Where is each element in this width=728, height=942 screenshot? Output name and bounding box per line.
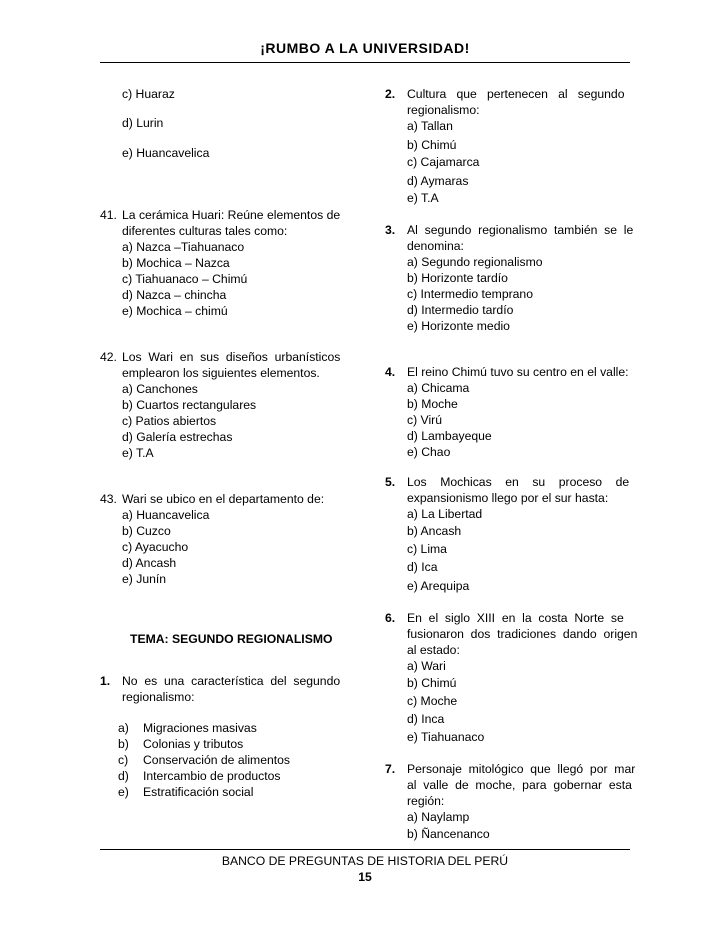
question-text: El reino Chimú tuvo su centro en el valle: xyxy=(407,365,629,379)
page-header-title: ¡RUMBO A LA UNIVERSIDAD! xyxy=(260,40,470,56)
answer-option: a) Chicama xyxy=(407,381,470,395)
answer-option: a) Canchones xyxy=(122,382,198,396)
answer-option: Migraciones masivas xyxy=(143,721,257,735)
answer-option: a) Segundo regionalismo xyxy=(407,255,543,269)
question-text: regionalismo: xyxy=(407,103,480,117)
question-text: diferentes culturas tales como: xyxy=(122,224,288,238)
answer-option: e) Chao xyxy=(407,445,451,459)
question-text: Los Wari en sus diseños urbanísticos xyxy=(122,350,341,364)
answer-option: d) Inca xyxy=(407,712,445,726)
answer-option: a) Nazca –Tiahuanaco xyxy=(122,240,245,254)
answer-option: d) Galería estrechas xyxy=(122,430,233,444)
question-text: al estado: xyxy=(407,643,460,657)
option-letter: c) xyxy=(118,753,129,767)
question-text: No es una característica del segundo xyxy=(122,674,341,688)
answer-option: d) Ica xyxy=(407,560,438,574)
question-text: En el siglo XIII en la costa Norte se xyxy=(407,611,624,625)
question-number: 2. xyxy=(385,87,396,101)
answer-option: a) Tallan xyxy=(407,119,453,133)
question-number: 1. xyxy=(100,674,111,688)
answer-option: c) Virú xyxy=(407,413,442,427)
answer-option: c) Cajamarca xyxy=(407,155,480,169)
answer-option: Intercambio de productos xyxy=(143,769,281,783)
answer-option: e) Tiahuanaco xyxy=(407,730,485,744)
answer-option: a) La Libertad xyxy=(407,507,483,521)
answer-option: c) Patios abiertos xyxy=(122,414,217,428)
option-c-huaraz: c) Huaraz xyxy=(122,87,175,101)
answer-option: d) Intermedio tardío xyxy=(407,303,514,317)
answer-option: d) Lambayeque xyxy=(407,429,492,443)
question-number: 7. xyxy=(385,762,396,776)
question-text: al valle de moche, para gobernar esta xyxy=(407,778,632,792)
question-number: 41. xyxy=(100,208,117,222)
answer-option: e) T.A xyxy=(407,191,439,205)
answer-option: b) Ancash xyxy=(407,524,462,538)
answer-option: b) Moche xyxy=(407,397,458,411)
question-number: 5. xyxy=(385,475,396,489)
question-text: emplearon los siguientes elementos. xyxy=(122,366,320,380)
option-d-lurin: d) Lurin xyxy=(122,116,164,130)
answer-option: c) Tiahuanaco – Chimú xyxy=(122,272,248,286)
question-number: 4. xyxy=(385,365,396,379)
option-letter: b) xyxy=(118,737,129,751)
question-text: denomina: xyxy=(407,239,464,253)
answer-option: a) Naylamp xyxy=(407,810,470,824)
answer-option: e) Arequipa xyxy=(407,579,470,593)
question-text: regionalismo: xyxy=(122,690,195,704)
answer-option: b) Chimú xyxy=(407,138,457,152)
answer-option: d) Ancash xyxy=(122,556,177,570)
page-number: 15 xyxy=(358,870,372,884)
question-number: 6. xyxy=(385,611,396,625)
answer-option: Estratificación social xyxy=(143,785,254,799)
question-text: Los Mochicas en su proceso de xyxy=(407,475,630,489)
answer-option: b) Cuzco xyxy=(122,524,171,538)
question-number: 43. xyxy=(100,492,117,506)
answer-option: a) Wari xyxy=(407,659,446,673)
answer-option: a) Huancavelica xyxy=(122,508,210,522)
option-letter: a) xyxy=(118,721,129,735)
option-e-huancavelica: e) Huancavelica xyxy=(122,146,210,160)
answer-option: b) Mochica – Nazca xyxy=(122,256,230,270)
question-text: Wari se ubico en el departamento de: xyxy=(122,492,325,506)
topic-heading: TEMA: SEGUNDO REGIONALISMO xyxy=(130,632,333,646)
answer-option: c) Moche xyxy=(407,694,458,708)
answer-option: d) Nazca – chincha xyxy=(122,288,227,302)
answer-option: b) Cuartos rectangulares xyxy=(122,398,257,412)
question-text: región: xyxy=(407,794,445,808)
answer-option: b) Chimú xyxy=(407,676,457,690)
question-text: expansionismo llego por el sur hasta: xyxy=(407,491,609,505)
answer-option: e) Horizonte medio xyxy=(407,319,510,333)
answer-option: b) Horizonte tardío xyxy=(407,271,508,285)
answer-option: Conservación de alimentos xyxy=(143,753,291,767)
option-letter: e) xyxy=(118,785,129,799)
answer-option: b) Ñancenanco xyxy=(407,827,490,841)
answer-option: c) Ayacucho xyxy=(122,540,189,554)
question-text: La cerámica Huari: Reúne elementos de xyxy=(122,208,341,222)
question-number: 3. xyxy=(385,223,396,237)
question-text: Al segundo regionalismo también se le xyxy=(407,223,634,237)
answer-option: e) Mochica – chimú xyxy=(122,304,228,318)
option-letter: d) xyxy=(118,769,129,783)
question-text: Personaje mitológico que llegó por mar xyxy=(407,762,636,776)
footer-text: BANCO DE PREGUNTAS DE HISTORIA DEL PERÚ xyxy=(221,854,509,868)
header-rule xyxy=(100,62,630,63)
question-text: Cultura que pertenecen al segundo xyxy=(407,87,625,101)
answer-option: c) Intermedio temprano xyxy=(407,287,533,301)
answer-option: e) T.A xyxy=(122,446,154,460)
answer-option: d) Aymaras xyxy=(407,174,469,188)
question-number: 42. xyxy=(100,350,117,364)
answer-option: Colonias y tributos xyxy=(143,737,244,751)
footer-rule xyxy=(100,849,630,850)
answer-option: e) Junín xyxy=(122,572,167,586)
answer-option: c) Lima xyxy=(407,542,447,556)
question-text: fusionaron dos tradiciones dando origen xyxy=(407,627,638,641)
